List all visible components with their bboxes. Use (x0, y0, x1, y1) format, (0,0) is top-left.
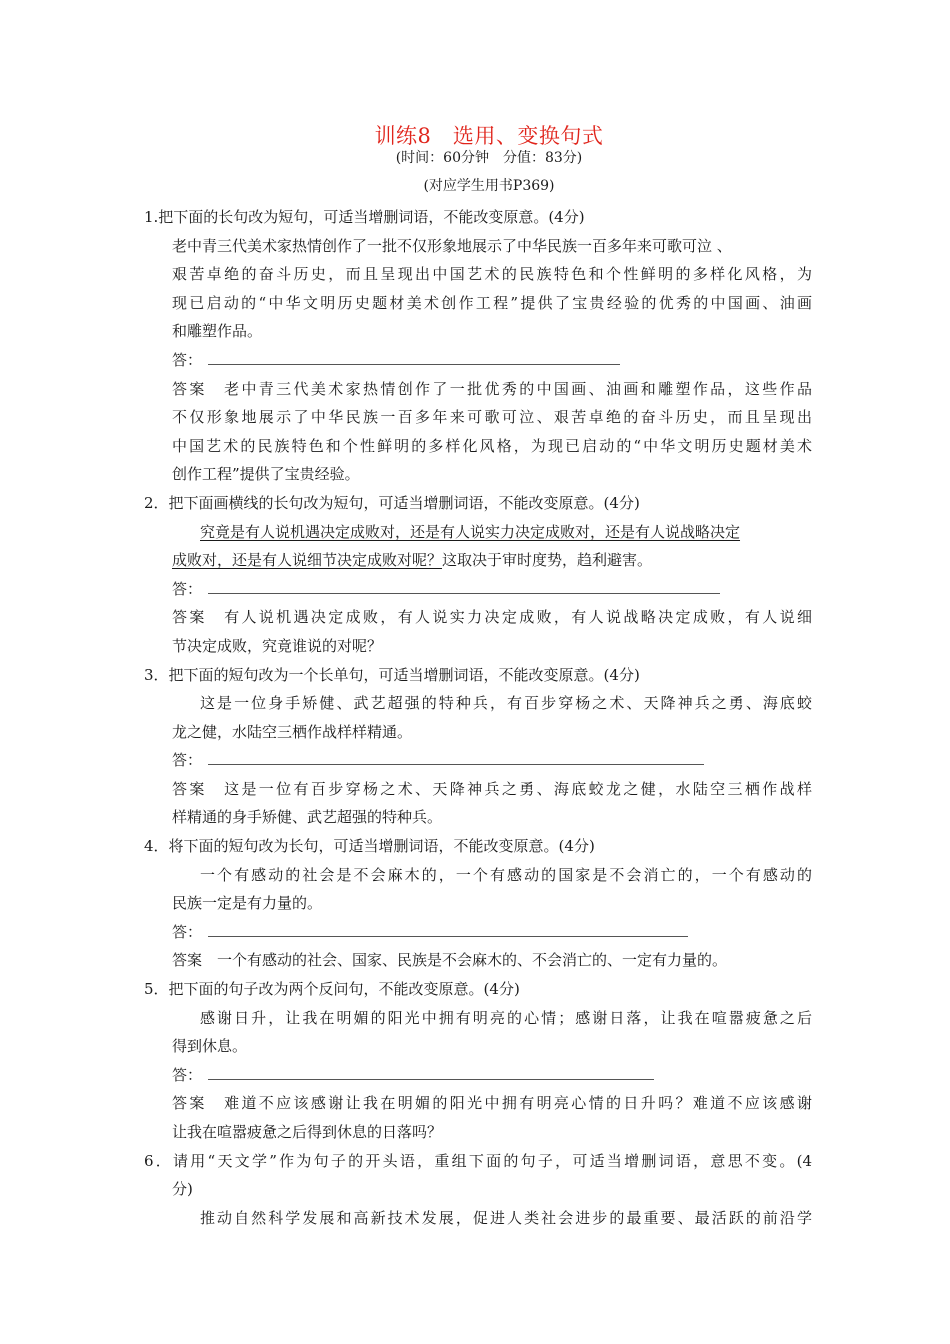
question-prompt: 5．把下面的句子改为两个反问句，不能改变原意。(4分) (144, 980, 520, 999)
answer-label: 答： (172, 751, 203, 770)
answer-label: 答： (172, 579, 203, 598)
answer-line: 样精通的身手矫健、武艺超强的特种兵。 (172, 808, 443, 827)
question-5 (144, 975, 812, 1147)
time-info: (时间：60分钟 分值：83分) (395, 150, 583, 166)
question-list (144, 203, 812, 1232)
answer-blank[interactable] (208, 577, 720, 594)
material-line: 一个有感动的社会是不会麻木的，一个有感动的国家是不会消亡的，一个有感动的 (200, 865, 812, 884)
material-line: 感谢日升，让我在明媚的阳光中拥有明亮的心情；感谢日落，让我在喧嚣疲惫之后 (200, 1008, 812, 1027)
question-prompt: 4．将下面的短句改为长句，可适当增删词语，不能改变原意。(4分) (144, 837, 595, 856)
answer-field[interactable] (144, 346, 812, 375)
answer-line: 中国艺术的民族特色和个性鲜明的多样化风格，为现已启动的“中华文明历史题材美术 (172, 436, 812, 455)
answer-line: 答案 老中青三代美术家热情创作了一批优秀的中国画、油画和雕塑作品，这些作品 (172, 379, 812, 398)
answer-line: 答案 难道不应该感谢让我在明媚的阳光中拥有明亮心情的日升吗？难道不应该感谢 (172, 1094, 812, 1113)
answer-blank[interactable] (208, 1063, 654, 1080)
question-prompt: 1.把下面的长句改为短句，可适当增删词语，不能改变原意。(4分) (144, 208, 585, 226)
material-line: 现已启动的“中华文明历史题材美术创作工程”提供了宝贵经验的优秀的中国画、油画 (172, 293, 812, 312)
answer-line: 答案 有人说机遇决定成败，有人说实力决定成败，有人说战略决定成败，有人说细 (172, 608, 812, 627)
material-tail: 这取决于审时度势，趋利避害。 (442, 551, 653, 570)
underlined-text: 成败对，还是有人说细节决定成败对呢？ (172, 551, 443, 570)
answer-line: 答案 一个有感动的社会、国家、民族是不会麻木的、不会消亡的、一定有力量的。 (172, 951, 728, 970)
answer-line: 创作工程”提供了宝贵经验。 (172, 465, 360, 484)
material-line: 得到休息。 (172, 1037, 248, 1056)
question-prompt: 2．把下面画横线的长句改为短句，可适当增删词语，不能改变原意。(4分) (144, 493, 640, 512)
answer-blank[interactable] (208, 920, 688, 937)
question-prompt: 3．把下面的短句改为一个长单句，可适当增删词语，不能改变原意。(4分) (144, 665, 640, 684)
underlined-text: 究竟是有人说机遇决定成败对，还是有人说实力决定成败对，还是有人说战略决定 (200, 522, 741, 541)
question-1 (144, 203, 812, 489)
material-line: 民族一定是有力量的。 (172, 894, 323, 913)
question-4 (144, 832, 812, 975)
answer-label: 答： (172, 350, 203, 369)
material-line: 龙之健，水陆空三栖作战样样精通。 (172, 722, 413, 741)
material-line (144, 546, 812, 575)
answer-field[interactable] (144, 1061, 812, 1090)
answer-line: 让我在喧嚣疲惫之后得到休息的日落吗？ (172, 1123, 443, 1141)
material-line (144, 518, 812, 547)
answer-label: 答： (172, 922, 203, 941)
answer-blank[interactable] (208, 748, 704, 765)
answer-blank[interactable] (208, 348, 620, 365)
material-line: 和雕塑作品。 (172, 322, 263, 341)
material-line: 推动自然科学发展和高新技术发展，促进人类社会进步的最重要、最活跃的前沿学 (200, 1208, 812, 1227)
answer-field[interactable] (144, 746, 812, 775)
material-line: 艰苦卓绝的奋斗历史，而且呈现出中国艺术的民族特色和个性鲜明的多样化风格，为 (172, 265, 812, 284)
answer-field[interactable] (144, 575, 812, 604)
question-prompt: 6．请用“天文学”作为句子的开头语，重组下面的句子，可适当增删词语，意思不变。(4 (144, 1151, 812, 1170)
question-3 (144, 661, 812, 833)
page-title: 训练8 选用、变换句式 (374, 124, 604, 148)
question-6 (144, 1147, 812, 1233)
reference-info: (对应学生用书P369) (423, 178, 555, 194)
answer-field[interactable] (144, 918, 812, 947)
answer-label: 答： (172, 1065, 203, 1084)
question-prompt-cont: 分) (172, 1180, 193, 1199)
answer-line: 不仅形象地展示了中华民族一百多年来可歌可泣、艰苦卓绝的奋斗历史，而且呈现出 (172, 408, 812, 427)
material-line: 这是一位身手矫健、武艺超强的特种兵，有百步穿杨之术、天降神兵之勇、海底蛟 (200, 694, 812, 713)
question-2 (144, 489, 812, 661)
answer-line: 答案 这是一位有百步穿杨之术、天降神兵之勇、海底蛟龙之健，水陆空三栖作战样 (172, 779, 812, 798)
material-line: 老中青三代美术家热情创作了一批不仅形象地展示了中华民族一百多年来可歌可泣 、 (172, 236, 732, 255)
answer-line: 节决定成败，究竟谁说的对呢？ (172, 636, 383, 655)
